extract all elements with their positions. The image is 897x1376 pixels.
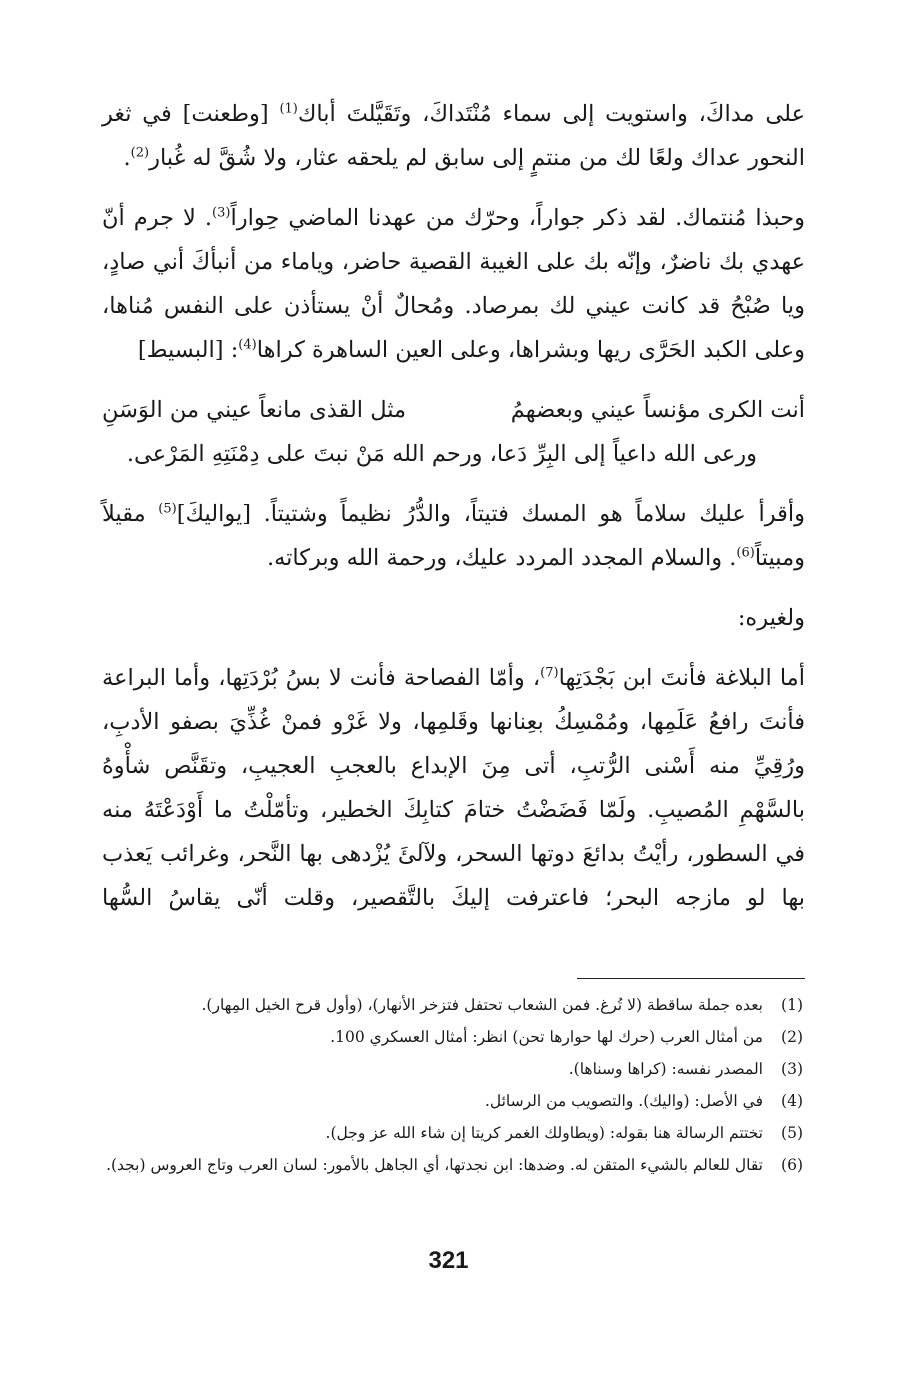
verse-second-hemistich: مثل القذى مانعاً عيني من الوَسَنِ [102,397,407,423]
text-run: . والسلام المجدد المردد عليك، ورحمة الله وبركاته. [266,545,737,571]
footnote-text: من أمثال العرب (حرك لها حوارها تحن) انظر: أمثال العسكري 100. [330,1028,763,1046]
paragraph-6 [102,656,805,920]
text-run: [وطعنت] في ثغر النحور عداك ولعًا لك من منتمٍ إلى سابق لم يلحقه عثار، ولا شُقَّ له غُبار [102,101,805,171]
footnote-ref: (7) [540,665,559,681]
footnote-text: تقال للعالم بالشيء المتقن له. وضدها: ابن نجدتها، أي الجاهل بالأمور: لسان العرب وتاج العروس (بجد). [106,1156,763,1174]
main-text [102,92,805,920]
text-run: وحبذا مُنتماك. لقد ذكر جواراً، وحرّك من عهدنا الماضي حِواراً [230,205,805,231]
text-run: . [123,145,131,171]
footnotes [102,989,805,1181]
verse-first-hemistich: أنت الكرى مؤنساً عيني وبعضهمُ [510,397,805,423]
footnote-text: بعده جملة ساقطة (لا تُرغ. فمن الشعاب تحتفل فتزخر الأنهار)، (وأول قرح الخيل المِهار). [201,996,763,1014]
footnote-number: (3) [781,1060,803,1078]
paragraph-3 [102,432,805,476]
footnote-number: (6) [781,1156,803,1174]
footnote-item [102,1117,805,1149]
footnote-item [102,989,805,1021]
text-run: على مداكَ، واستويت إلى سماء مُنْتَداكَ، وتَقَيَّلتَ أباك [297,101,805,127]
text-run: ولغيره: [737,605,805,631]
text-run: : [البسيط] [137,337,239,363]
text-run: . لا جرم أنّ عهدي بك ناضرٌ، وإنّه بك على الغيبة القصية حاضر، وياماء من أنبأكَ أني صادٍ، ويا صُبْحُ قد كانت عيني لك بمرصاد. ومُحالٌ أنْ يستأذن على النفس مُناها، وعلى الكبد الحَرَّى ريها وبشراها، وعلى العين الساهرة كراها [102,205,805,363]
footnote-text: في الأصل: (واليك). والتصويب من الرسائل. [484,1092,763,1110]
footnote-ref: (3) [212,205,231,221]
footnote-ref: (6) [736,545,755,561]
paragraph-4 [102,492,805,580]
text-run: مقيلاً ومبيتاً [102,501,805,571]
text-run: أما البلاغة فأنتَ ابن بَجْدَتِها [558,665,805,691]
footnote-number: (1) [781,996,803,1014]
paragraph-1 [102,92,805,180]
footnote-number: (2) [781,1028,803,1046]
page-number: 321 [428,1247,469,1274]
text-run: ورعى الله داعياً إلى البِرِّ دَعا، ورحم الله مَنْ نبتَ على دِمْنَتِهِ المَرْعى. [126,441,757,467]
footnote-item [102,1053,805,1085]
footnote-item [102,1021,805,1053]
footnote-divider [577,978,805,979]
poetry-verse [102,388,805,432]
footnote-text: تختتم الرسالة هنا بقوله: (ويطاولك الغمر كريتا إن شاء الله عز وجل). [325,1124,763,1142]
footnote-number: (5) [781,1124,803,1142]
paragraph-2 [102,196,805,372]
text-run: ، وأمّا الفصاحة فأنت لا بسُ بُرْدَتِها، وأما البراعة فأنتَ رافعُ عَلَمِها، ومُمْسِكُ بعِنانها وقَلمِها، ولا غَرْو فمنْ غُذِّيَ بصفو الأدبِ، ورُقِيِّ منه أَسْنى الرُّتبِ، أتى مِنَ الإبداع بالعجبِ العجيبِ، وتقَنَّص شأْوهُ بالسَّهْمِ المُصيبِ. ولَمّا فَضَضْتُ ختامَ كتابِكَ الخطير، وتأمّلْتُ ما أَوْدَعْتَهُ منه في السطور، رأيْتُ بدائعَ دوتها السحر، ولآلئَ يُزْدهى بها النَّحر، وغرائب يَعذب بها لو مازجه البحر؛ فاعترفت إليكَ بالتَّقصير، وقلت أنّى يقاسُ السُّها [102,665,805,911]
footnote-ref: (5) [158,501,177,517]
footnote-ref: (4) [238,337,257,353]
footnote-item [102,1085,805,1117]
footnote-ref: (1) [279,101,298,117]
footnote-item [102,1149,805,1181]
footnote-number: (4) [781,1092,803,1110]
footnote-ref: (2) [130,145,150,161]
footnote-text: المصدر نفسه: (كراها وسناها). [568,1060,763,1078]
text-run: وأقرأ عليك سلاماً هو المسك فتيتاً، والدُّرُ نظيماً وشتيتاً. [يواليكَ] [176,501,805,527]
paragraph-5-heading [102,596,805,640]
